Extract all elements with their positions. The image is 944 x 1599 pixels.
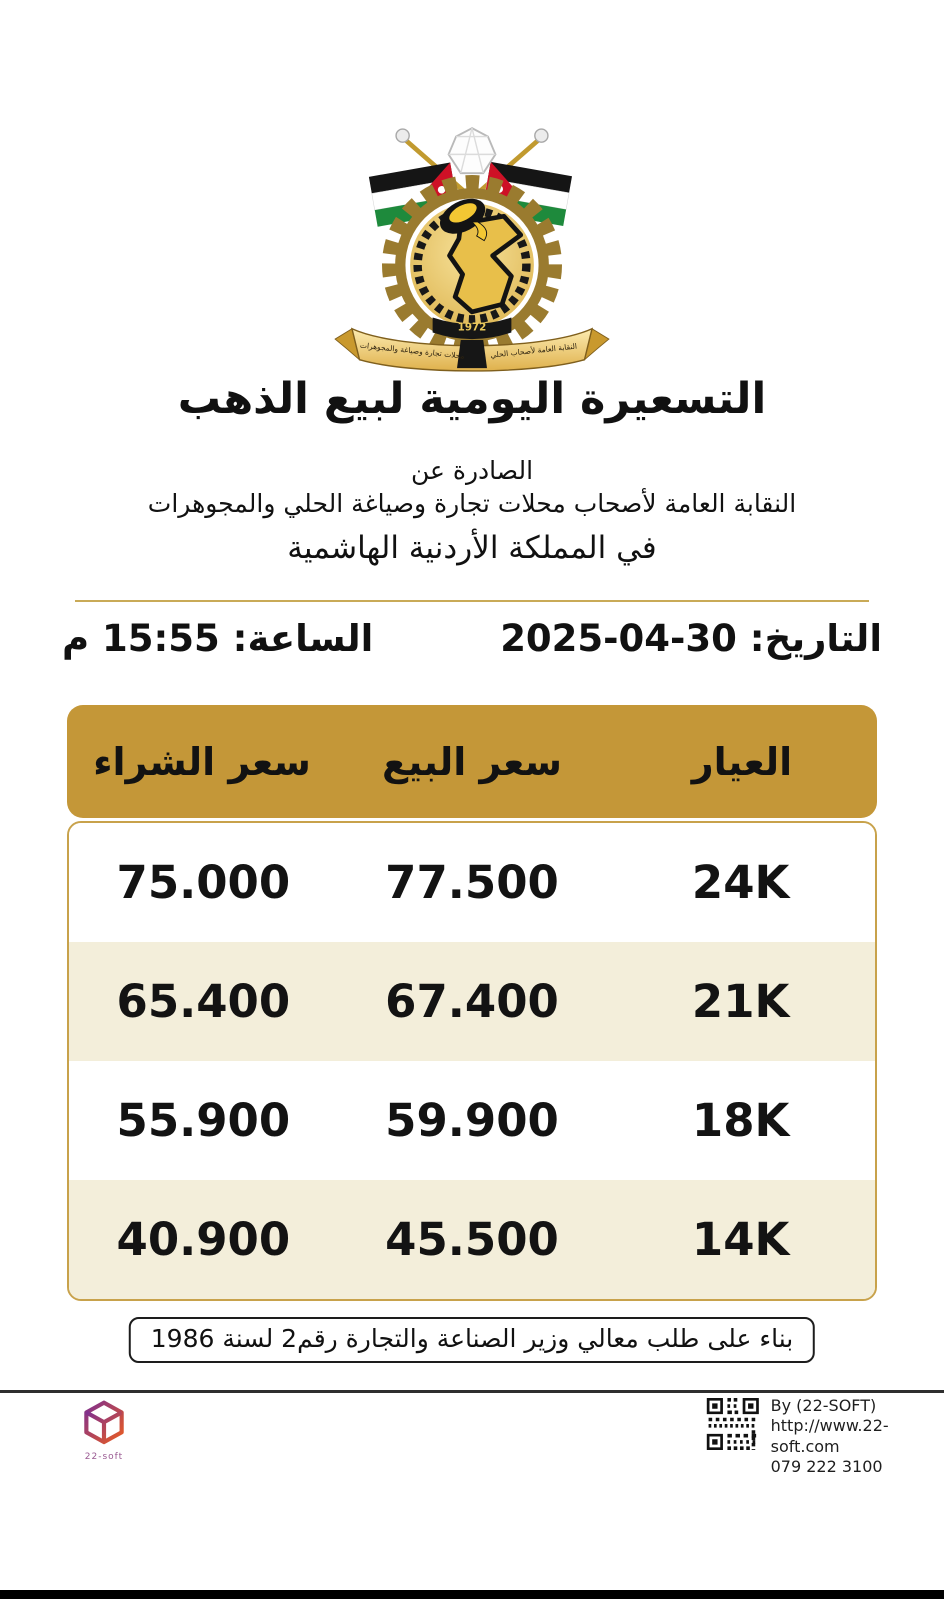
sell-price: 67.400 [385,975,559,1028]
page-title: التسعيرة اليومية لبيع الذهب [177,374,767,424]
developer-credit-text [771,1394,944,1478]
gold-price-table [67,705,877,1301]
table-body [67,821,877,1301]
ribbon-left-text: محلات تجارة وصياغة والمجوهرات [359,340,465,361]
sell-price: 59.900 [385,1094,559,1147]
developer-credit-block [705,1394,944,1478]
karat-value: 14K [691,1213,790,1266]
cube-logo-icon [78,1398,130,1450]
diamond-gem-icon [449,128,496,173]
buy-price: 40.900 [116,1213,291,1266]
qr-code-icon [705,1394,761,1454]
karat-value: 24K [691,856,790,909]
founding-year-text: 1972 [457,321,487,334]
date-label: التاريخ: 30-04-2025 [500,617,882,660]
emblem-icon [322,122,622,378]
footer-divider-line [0,1390,944,1393]
col-header-karat: العيار [691,739,793,784]
col-header-buy: سعر الشراء [93,739,311,784]
developer-by-line: By (22-SOFT) [770,1396,877,1415]
soft-company-logo [74,1398,134,1462]
country-line: في المملكة الأردنية الهاشمية [287,530,657,566]
buy-price: 55.900 [116,1094,291,1147]
ministerial-note: بناء على طلب معالي وزير الصناعة والتجارة رقم2 لسنة 1986 [129,1317,815,1363]
buy-price: 65.400 [116,975,291,1028]
sell-price: 77.500 [385,856,559,909]
buy-price: 75.000 [116,856,291,909]
datetime-row [62,617,882,660]
bottom-black-bar [0,1590,944,1599]
ribbon-right-text: النقابة العامة لأصحاب الحلي [489,341,578,360]
sell-price: 45.500 [385,1213,559,1266]
table-row-24k [69,823,875,942]
syndicate-emblem-logo [322,122,622,378]
issuer-name-line: النقابة العامة لأصحاب محلات تجارة وصياغة الحلي والمجوهرات [147,489,797,518]
table-header-row [67,705,877,818]
issued-by-line: الصادرة عن [410,456,534,485]
developer-url: http://www.22-soft.com [770,1416,889,1456]
gold-divider-line [75,600,869,602]
table-row-14k [69,1180,875,1299]
soft-company-name: 22-soft [84,1452,124,1462]
karat-value: 21K [691,975,790,1028]
karat-value: 18K [691,1094,790,1147]
table-row-21k [69,942,875,1061]
table-row-18k [69,1061,875,1180]
col-header-sell: سعر البيع [382,739,562,784]
time-label: الساعة: 15:55 م [62,617,374,660]
developer-phone: 079 222 3100 [770,1457,883,1477]
